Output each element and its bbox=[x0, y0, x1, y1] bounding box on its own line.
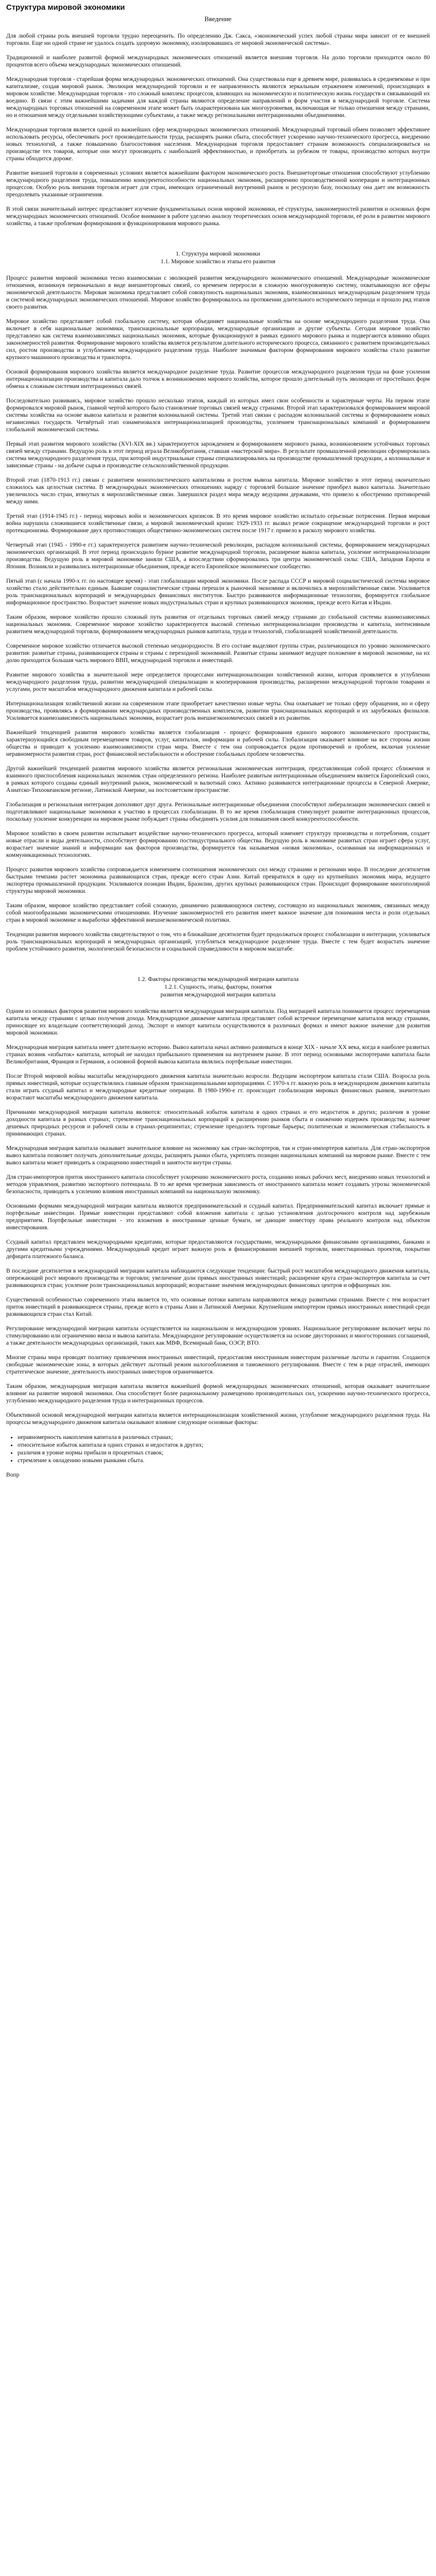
closing-text: Вопр bbox=[6, 1471, 20, 1478]
paragraph: Процесс развития мирового хозяйства сопровождается изменением соотношения экономических сил между странами и регионами мира. В последние десятилетия быстрыми темпами растет экономика развивающихся стран, прежде всего стран Азии. Китай превратился в одну из крупнейших экономик мира, ведущего экспортера промышленной продукции. Усиливаются позиции Индии, Бразилии, других крупных развивающихся стран. Происходит формирование многополярной структуры мировой экономики. bbox=[6, 866, 430, 894]
chapter2-title: 1.2. Факторы производства международной миграции капитала bbox=[137, 976, 299, 982]
intro-section bbox=[6, 32, 430, 227]
intro-heading: Введение bbox=[204, 15, 232, 23]
paragraph: Тенденции развития мирового хозяйства свидетельствуют о том, что в ближайшие десятилетия будет продолжаться процесс глобализации и интеграции, усиливаться роль транснациональных корпораций и международных организаций, углубляться международное разделение труда. Вместе с тем будет возрастать значение проблем устойчивого развития, экологической безопасности и социальной справедливости в мировом масштабе. bbox=[6, 931, 430, 952]
paragraph: Мировое хозяйство представляет собой глобальную систему, которая объединяет национальные хозяйства на основе международного разделения труда. Она включает в себя национальные экономики, транснациональные корпорации, международные организации и другие субъекты. Сегодня мировое хозяйство представлено как система взаимозависимых национальных экономик, которые функционируют в рамках единого мирового рынка и подвергаются влиянию общих закономерностей развития. Формирование мирового хозяйства является результатом длительного исторического процесса, связанного с развитием производительных сил, ростом производства и углублением международного разделения труда. Наиболее значимым фактором формирования мирового хозяйства стало развитие крупного машинного производства и транспорта. bbox=[6, 318, 430, 361]
paragraph: Другой важнейшей тенденцией развития мирового хозяйства является региональная экономическая интеграция, представляющая собой процесс сближения и взаимного приспособления национальных экономик стран определенного региона. Наиболее развитым интеграционным объединением является Европейский союз, в рамках которого созданы единый внутренний рынок, экономический и валютный союз. Активно развиваются интеграционные процессы в Северной Америке, Азиатско-Тихоокеанском регионе, Латинской Америке, на постсоветском пространстве. bbox=[6, 765, 430, 793]
paragraph: Глобализация и региональная интеграция дополняют друг друга. Региональные интеграционные объединения способствуют либерализации экономических связей и подготавливают национальные экономики к участию в процессах глобализации. В то же время глобализация стимулирует развитие интеграционных процессов, поскольку усиление конкуренции на мировом рынке побуждает страны объединять усилия для повышения своей конкурентоспособности. bbox=[6, 801, 430, 822]
section-2-body bbox=[6, 1008, 430, 1426]
paragraph: Одним из основных факторов развития мирового хозяйства является международная миграция капитала. Под миграцией капитала понимается процесс перемещения капитала между странами с целью получения дохода. Международное движение капитала представляет собой встречное перемещение капиталов между странами, приносящее их владельцам соответствующий доход. Экспорт и импорт капитала осуществляются в различных формах и имеют важное значение для развития мировой экономики. bbox=[6, 1008, 430, 1036]
paragraph: Многие страны мира проводят политику привлечения иностранных инвестиций, предоставляя иностранным инвесторам различные льготы и гарантии. Создаются свободные экономические зоны, в которых действует льготный режим налогообложения и таможенного регулирования. Вместе с тем в ряде отраслей, имеющих стратегическое значение, деятельность иностранных инвесторов ограничивается. bbox=[6, 1354, 430, 1375]
section21b-title: развития международной миграции капитала bbox=[160, 991, 276, 998]
paragraph: Второй этап (1870-1913 гг.) связан с развитием монополистического капитализма и ростом вывоза капитала. Мировое хозяйство в этот период окончательно сложилось как целостная система. В международных экономических отношениях наряду с торговлей большое значение приобрел вывоз капитала. Значительно увеличилось число стран, втянутых в мирохозяйственные связи. Завершился раздел мира между ведущими державами, что привело к обострению противоречий между ними. bbox=[6, 477, 430, 505]
paragraph: Современное мировое хозяйство отличается высокой степенью неоднородности. В его составе выделяют группы стран, различающихся по уровню экономического развития: развитые страны, развивающиеся страны и страны с переходной экономикой. Развитые страны занимают ведущее положение в мировой экономике, на их долю приходится большая часть мирового ВВП, международной торговли и инвестиций. bbox=[6, 642, 430, 664]
list-item: • неравномерность накопления капитала в различных странах; bbox=[18, 1433, 430, 1441]
paragraph: Таким образом, международная миграция капитала является важнейшей формой международных экономических отношений, которая оказывает значительное влияние на развитие мировой экономики. Она способствует более рациональному размещению производительных сил, ускорению научно-технического прогресса, углублению международного разделения труда и интеграционных процессов. bbox=[6, 1383, 430, 1404]
paragraph: Международная торговля является одной из важнейших сфер международных экономических отношений. Международный торговый обмен позволяет эффективнее использовать ресурсы, обеспечивать рост производительности труда, расширять рынки сбыта, способствует ускорению научно-технического прогресса, внедрению новых технологий, а также повышению благосостояния населения. Международная торговля предоставляет странам возможность специализироваться на производстве тех товаров, которые они могут производить с наибольшей эффективностью, и приобретать за рубежом те товары, производство которых внутри страны обходится дороже. bbox=[6, 126, 430, 162]
paragraph: Важнейшей тенденцией развития мирового хозяйства является глобализация - процесс формирования единого мирового экономического пространства, характеризующийся свободным перемещением товаров, услуг, капиталов, информации и рабочей силы. Глобализация оказывает влияние на все стороны жизни общества и приводит к усилению взаимозависимости стран мира. Вместе с тем она сопровождается рядом противоречий и проблем, включая усиление неравномерности развития стран, рост финансовой нестабильности и обострение глобальных проблем человечества. bbox=[6, 729, 430, 757]
paragraph: Процесс развития мировой экономики тесно взаимосвязан с эволюцией развития международного экономического отношений. Международные экономические отношения, возникнув первоначально в виде внешнеторговых связей, со временем переросли в сложную многоуровневую систему, охватывающую все сферы экономической деятельности. Мировая экономика представляет собой совокупность национальных экономик, взаимосвязанных международным разделением труда и системой международных экономических отношений. Мировое хозяйство формировалось на протяжении длительного исторического периода и прошло ряд этапов своего развития. bbox=[6, 275, 430, 310]
paragraph: Таким образом, мировое хозяйство представляет собой сложную, динамично развивающуюся систему, состоящую из национальных экономик, связанных между собой многообразными экономическими отношениями. Изучение закономерностей его развития имеет важное значение для понимания места и роли отдельных стран в мировой экономике и выработки эффективной внешнеэкономической политики. bbox=[6, 902, 430, 923]
chapter1-title: 1. Структура мировой экономики bbox=[176, 250, 260, 257]
paragraph: Объективной основой международной миграции капитала является интернационализация хозяйственной жизни, углубление международного разделения труда. На процессы международного движения капитала оказывают влияние следующие основные факторы: bbox=[6, 1412, 430, 1426]
paragraph: Таким образом, мировое хозяйство прошло сложный путь развития от отдельных торговых связей между странами до глобальной системы взаимозависимых национальных экономик. Современное мировое хозяйство характеризуется высокой степенью интернационализации производства и капитала, интенсивным развитием международной торговли, формированием международных рынков капитала, труда и технологий, глобализацией хозяйственной деятельности. bbox=[6, 614, 430, 635]
paragraph: Для любой страны роль внешней торговли трудно переоценить. По определению Дж. Сакса, «экономический успех любой страны мира зависит от ее внешней торговли. Еще ни одной стране не удалось создать здоровую экономику, изолировавшись от мировой экономической системы». bbox=[6, 32, 430, 46]
paragraph: Основой формирования мирового хозяйства является международное разделение труда. Развитие процессов международного разделения труда на фоне усиления интернационализации производства и капитала дало толчок к возникновению мирового хозяйства, которое прошло длительный путь эволюции от простейших форм обмена к сложным системам интеграционных связей. bbox=[6, 368, 430, 389]
paragraph: Четвертый этап (1945 - 1990-е гг.) характеризуется развитием научно-технической революции, распадом колониальной системы, формированием международных экономических организаций. В этот период происходило бурное развитие международной торговли, расширение вывоза капитала, усиление интернационализации производства. Ведущую роль в мировой экономике заняли США, а впоследствии сформировались три центра экономической силы: США, Западная Европа и Япония. Возникли и развивались интеграционные объединения, прежде всего Европейское экономическое сообщество. bbox=[6, 541, 430, 570]
list-item: • стремление к овладению новыми рынками сбыта. bbox=[18, 1456, 430, 1464]
paragraph: Международная миграция капитала имеет длительную историю. Вывоз капитала начал активно развиваться в конце XIX - начале XX века, когда в наиболее развитых странах возник «избыток» капитала, который не находил прибыльного применения на внутреннем рынке. В этот период основными экспортерами капитала были Великобритания, Франция и Германия, а основной формой вывоза капитала являлись портфельные инвестиции. bbox=[6, 1044, 430, 1065]
paragraph: Интернационализация хозяйственной жизни на современном этапе приобретает качественно новые черты. Она охватывает не только сферу обращения, но и сферу производства, проявляясь в формировании международных производственных комплексов, развитии транснациональных корпораций и их зарубежных филиалов. Усиливается взаимозависимость национальных экономик, возрастает роль внешнеэкономических связей в их развитии. bbox=[6, 700, 430, 721]
paragraph: Международная миграция капитала оказывает значительное влияние на экономику как стран-экспортеров, так и стран-импортеров капитала. Для стран-экспортеров вывоз капитала позволяет получать дополнительные доходы, расширять рынки сбыта, укреплять позиции национальных компаний на мировом рынке. Вместе с тем вывоз капитала может приводить к сокращению инвестиций и занятости внутри страны. bbox=[6, 1145, 430, 1166]
section21-title: 1.2.1. Сущность, этапы, факторы, понятия bbox=[164, 984, 272, 990]
paragraph: В последние десятилетия в международной миграции капитала наблюдаются следующие тенденции: быстрый рост масштабов международного движения капитала, опережающий рост мирового производства и торговли; увеличение доли прямых иностранных инвестиций; расширение круга стран-экспортеров капитала за счет развивающихся стран; усиление роли транснациональных корпораций; возрастание значения международных финансовых центров и оффшорных зон. bbox=[6, 1267, 430, 1289]
chapter-heading bbox=[6, 250, 430, 265]
paragraph: В этой связи значительный интерес представляет изучение фундаментальных основ мировой экономики, её структуры, закономерностей развития и основных форм международных экономических отношений. Особое внимание в работе уделено анализу теоретических основ международной торговли, её роли в развитии мирового хозяйства, а также проблемам формирования и функционирования мирового рынка. bbox=[6, 206, 430, 227]
paragraph: Основными формами международной миграции капитала являются предпринимательский и ссудный капитал. Предпринимательский капитал включает прямые и портфельные инвестиции. Прямые инвестиции представляют собой вложения капитала с целью установления долгосрочного контроля над зарубежным предприятием. Портфельные инвестиции - это вложения в иностранные ценные бумаги, не дающие инвестору права реального контроля над объектом инвестирования. bbox=[6, 1202, 430, 1231]
paragraph: Существенной особенностью современного этапа является то, что основные потоки капитала направляются между развитыми странами. Вместе с тем возрастает приток инвестиций в развивающиеся страны, прежде всего в страны Азии и Латинской Америки. Крупнейшим импортером прямых иностранных инвестиций среди развивающихся стран стал Китай. bbox=[6, 1296, 430, 1317]
paragraph: Развитие внешней торговли в современных условиях является важнейшим фактором экономического роста. Внешнеторговые отношения способствуют углублению международного разделения труда, повышению конкурентоспособности национальных экономик, расширению производственной кооперации и интеграционных процессов. Особую роль внешняя торговля играет для стран, имеющих ограниченный внутренний рынок и ресурсную базу, поскольку она дает им возможность преодолевать указанные ограничения. bbox=[6, 170, 430, 198]
paragraph: Причинами международной миграции капитала являются: относительный избыток капитала в одних странах и его недостаток в других; различия в уровне доходности капитала в разных странах; стремление транснациональных корпораций к расширению рынков сбыта и снижению издержек производства; наличие дешевых природных ресурсов и рабочей силы в странах-реципиентах; стремление преодолеть торговые барьеры; политическая и экономическая стабильность в принимающих странах. bbox=[6, 1109, 430, 1137]
paragraph: Последовательно развиваясь, мировое хозяйство прошло несколько этапов, каждый из которых имел свои особенности и характерные черты. На первом этапе формировался мировой рынок, главной чертой которого было становление торговых связей между странами. Второй этап характеризовался формированием мировой системы хозяйства на основе вывоза капитала и развития колониальной системы. Третий этап связан с распадом колониальной системы и формированием новых независимых государств. Четвёртый этап ознаменовался интернационализацией производства, усилением транснациональных компаний и формированием глобальной экономической системы. bbox=[6, 397, 430, 433]
list-item: • различия в уровне нормы прибыли и процентных ставок; bbox=[18, 1449, 430, 1456]
paragraph: Первый этап развития мирового хозяйства (XVI-XIX вв.) характеризуется зарождением и формированием мирового рынка, возникновением устойчивых торговых связей между странами. Ведущую роль в этот период играла Великобритания, ставшая «мастерской мира». В результате промышленной революции сформировалась система международного разделения труда, при которой индустриальные страны специализировались на производстве промышленной продукции, а колониальные и зависимые страны - на добыче сырья и производстве сельскохозяйственной продукции. bbox=[6, 440, 430, 469]
section11-title: 1.1. Мировое хозяйство и этапы его развития bbox=[161, 258, 275, 265]
paragraph: Ссудный капитал представлен международными кредитами, которые предоставляются государствами, международными финансовыми организациями, банками и другими кредитными учреждениями. Международный кредит играет важную роль в финансировании внешней торговли, инвестиционных проектов, покрытии дефицита платежного баланса. bbox=[6, 1239, 430, 1260]
paragraph: Международная торговля - старейшая форма международных экономических отношений. Она существовала еще в древнем мире, развивалась в средневековье и при капитализме, создав мировой рынок. Эволюция международной торговли и ее направленность являются зеркальным отражением изменений, происходящих в мировом хозяйстве. Международная торговля - это сложный комплекс процессов, влияющих на экономическую и политическую жизнь государств и связывающий их воедино. В связи с этим важнейшими задачами для каждой страны являются определение направлений и форм участия в международной торговле. Система международных торговых отношений на современном этапе может быть охарактеризована как многоуровневая, включающая не только отношения между странами, но и отношения между отдельными хозяйствующими субъектами, а также между региональными интеграционными объединениями. bbox=[6, 76, 430, 118]
paragraph: Пятый этап (с начала 1990-х гг. по настоящее время) - этап глобализации мировой экономики. После распада СССР и мировой социалистической системы мировое хозяйство стало действительно единым. Бывшие социалистические страны перешли к рыночной экономике и включились в мирохозяйственные связи. Усиливается роль транснациональных корпораций и международных финансовых институтов. Быстро развиваются информационные технологии, формируется глобальное информационное пространство. Возрастает значение новых индустриальных стран и крупных развивающихся экономик, прежде всего Китая и Индии. bbox=[6, 578, 430, 606]
document-title: Структура мировой экономики bbox=[6, 3, 125, 12]
paragraph: Мировое хозяйство в своем развитии испытывает воздействие научно-технического прогресса, который изменяет структуру производства и потребления, создает новые отрасли и виды деятельности, способствует формированию постиндустриального общества. Ведущую роль в экономике развитых стран играет сфера услуг, возрастает значение знаний и информации как факторов производства, формируется так называемая «новая экономика», основанная на информационных и коммуникационных технологиях. bbox=[6, 830, 430, 858]
paragraph: Для стран-импортеров приток иностранного капитала способствует ускорению экономического роста, созданию новых рабочих мест, внедрению новых технологий и методов управления, развитию экспортного потенциала. В то же время чрезмерная зависимость от иностранного капитала может создавать угрозы экономической безопасности, приводить к усилению влияния иностранных компаний на национальную экономику. bbox=[6, 1174, 430, 1195]
list-item: • относительное избыток капитала в одних странах и недостаток в других; bbox=[18, 1441, 430, 1449]
paragraph: Третий этап (1914-1945 гг.) - период мировых войн и экономических кризисов. В это время мировое хозяйство испытало серьезные потрясения. Первая мировая война нарушила сложившиеся хозяйственные связи, а мировой экономический кризис 1929-1933 гг. вызвал резкое сокращение международной торговли и рост протекционизма. Формирование двух противостоящих общественно-экономических систем после 1917 г. привело к расколу мирового хозяйства. bbox=[6, 513, 430, 534]
chapter2-heading bbox=[6, 975, 430, 998]
paragraph: Традиционной и наиболее развитой формой международных экономических отношений является внешняя торговля. На долю торговли приходится около 80 процентов всего объема международных экономических отношений. bbox=[6, 54, 430, 68]
factors-list bbox=[6, 1433, 430, 1464]
paragraph: После Второй мировой войны масштабы международного движения капитала значительно возросли. Ведущим экспортером капитала стали США. Возросла роль прямых инвестиций, которые осуществлялись главным образом транснациональными корпорациями. С 1970-х гг. важную роль в международном движении капитала стали играть ссудный капитал и международные кредитные операции. В 1980-1990-е гг. происходит глобализация мировых финансовых рынков, значительно возрастают масштабы международного движения капитала. bbox=[6, 1073, 430, 1101]
section-1-body bbox=[6, 275, 430, 953]
paragraph: Развитие мирового хозяйства в значительной мере определяется процессами интернационализации хозяйственной жизни, которая проявляется в углублении международного разделения труда, развитии международной специализации и кооперирования производства, расширении международной торговли товарами и услугами, росте масштабов международного движения капитала и рабочей силы. bbox=[6, 671, 430, 692]
paragraph: Регулирование международной миграции капитала осуществляется на национальном и международном уровнях. Национальное регулирование включает меры по стимулированию или ограничению ввоза и вывоза капитала. Международное регулирование осуществляется на основе двусторонних и многосторонних соглашений, а также деятельности международных организаций, таких как МВФ, Всемирный банк, ОЭСР, ВТО. bbox=[6, 1325, 430, 1346]
